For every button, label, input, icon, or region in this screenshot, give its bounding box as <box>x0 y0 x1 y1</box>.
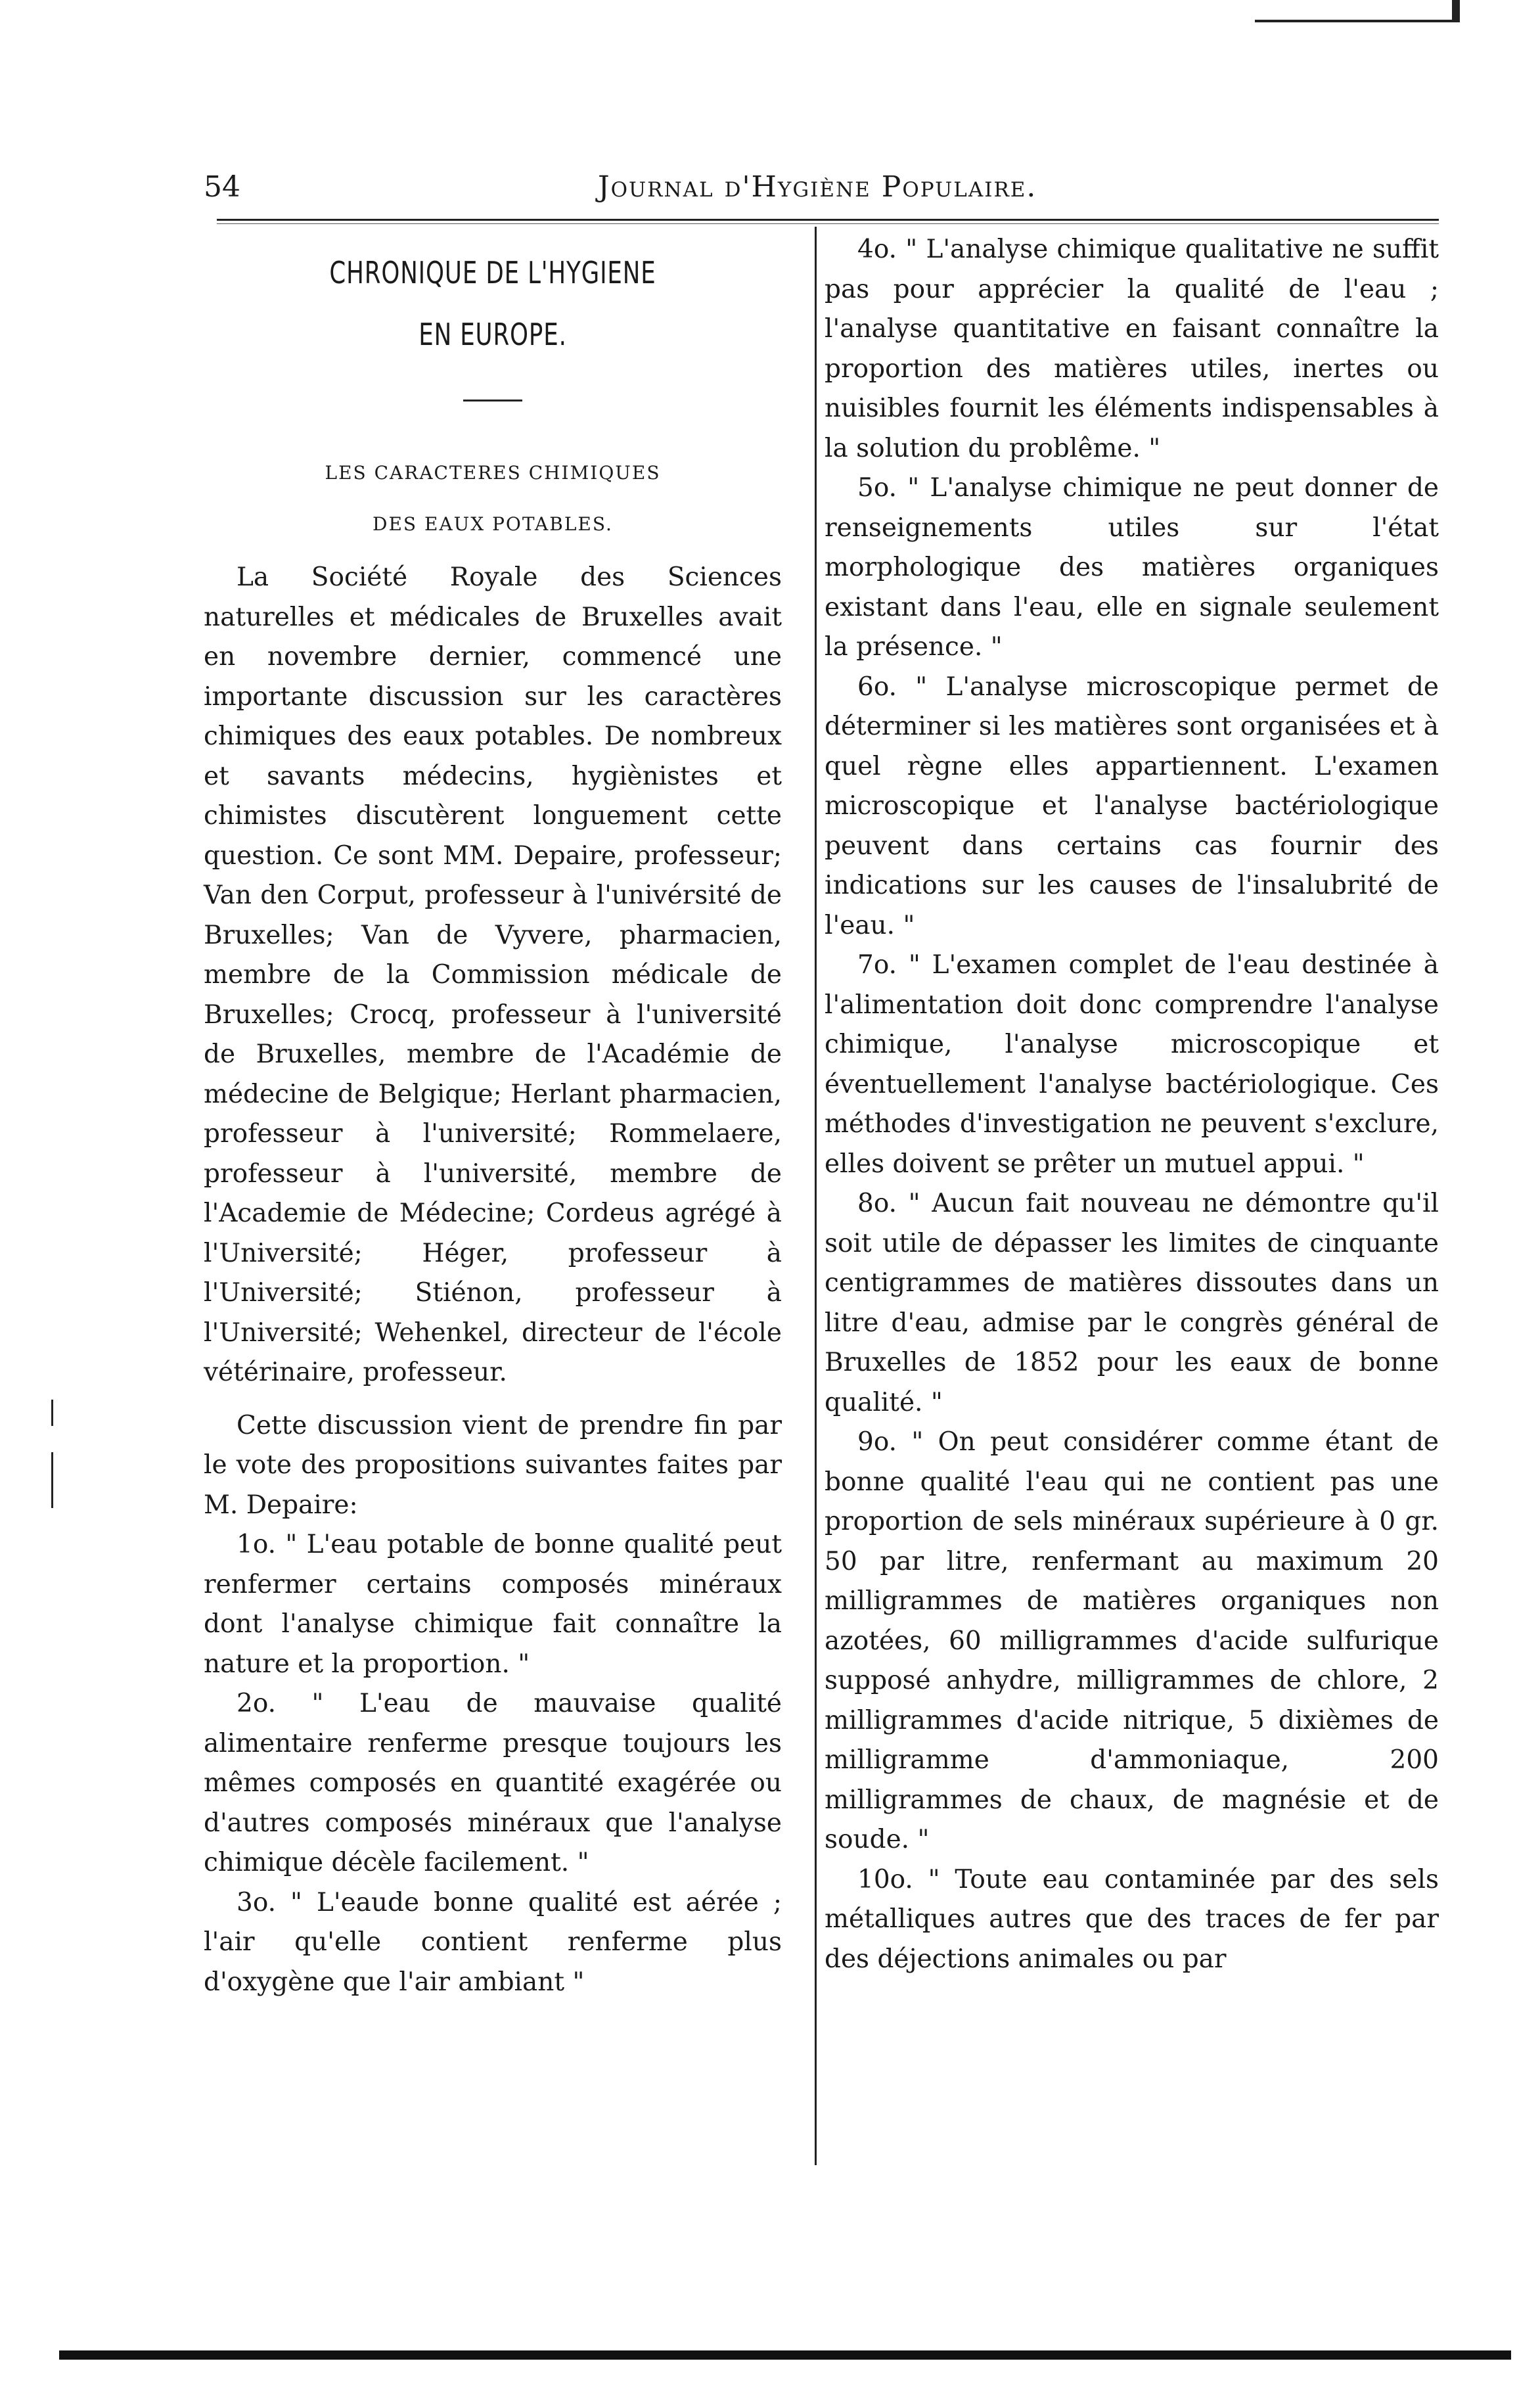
proposition: 3o. " L'eaude bonne qualité est aérée ; l'air qu'elle contient renferme plus d'oxygène que l'air ambiant " <box>204 1887 782 1997</box>
article-title: LES CARACTERES CHIMIQUES <box>325 462 661 484</box>
left-column <box>204 230 782 2002</box>
proposition: 9o. " On peut considérer comme étant de bonne qualité l'eau qui ne contient pas une proportion de sels minéraux supérieure à 0 gr. 50 par litre, renfermant au maximum 20 milligrammes de matières organiques non azotées, 60 milligrammes d'acide sulfurique supposé anhydre, milligrammes de chlore, 2 milligrammes d'acide nitrique, 5 dixièmes de milligramme d'ammoniaque, 200 milligrammes de chaux, de magnésie et de soude. " <box>825 1427 1439 1854</box>
proposition: 2o. " L'eau de mauvaise qualité alimentaire renferme presque toujours les mêmes composés en quantité exagérée ou d'autres composés minéraux que l'analyse chimique décèle facilement. " <box>204 1689 782 1877</box>
spacer <box>204 1393 782 1406</box>
section-title <box>244 242 742 365</box>
proposition: 4o. " L'analyse chimique qualitative ne suffit pas pour apprécier la qualité de l'eau ; l'analyse quantitative en faisant connaître la proportion des matières utiles, inertes ou nuisibles fournit les éléments indispensables à la solution du problême. " <box>825 235 1439 463</box>
right-column <box>825 230 1439 1979</box>
running-header <box>204 164 1426 210</box>
paragraph: La Société Royale des Sciences naturelles et médicales de Bruxelles avait en novembre dernier, commencé une importante discussion sur les caractères chimiques des eaux potables. De nombreux et savants médecins, hygiènistes et chimistes discutèrent longuement cette question. Ce sont MM. Depaire, professeur; Van den Corput, professeur à l'univérsité de Bruxelles; Van de Vyvere, pharmacien, membre de la Commission médicale de Bruxelles; Crocq, professeur à l'université de Bruxelles, membre de l'Académie de médecine de Belgique; Herlant pharmacien, professeur à l'université; Rommelaere, professeur à l'université, membre de l'Academie de Médecine; Cordeus agrégé à l'Université; Héger, professeur à l'Université; Stiénon, professeur à l'Université; Wehenkel, directeur de l'école vétérinaire, professeur. <box>204 562 782 1387</box>
paragraph: Cette discussion vient de prendre fin par le vote des propositions suivantes faites par M. Depaire: <box>204 1410 782 1520</box>
proposition: 5o. " L'analyse chimique ne peut donner de renseignements utiles sur l'état morphologique des matières organiques existant dans l'eau, elle en signale seulement la présence. " <box>825 473 1439 662</box>
scan-bottom-edge <box>59 2350 1511 2360</box>
proposition: 7o. " L'examen complet de l'eau destinée à l'alimentation doit donc comprendre l'analyse chimique, l'analyse microscopique et éventuellement l'analyse bactériologique. Ces méthodes d'investigation ne peuvent s'exclure, elles doivent se prêter un mutuel appui. " <box>825 950 1439 1179</box>
running-title: Journal d'Hygiène Populaire. <box>598 170 1037 204</box>
proposition: 1o. " L'eau potable de bonne qualité peut renfermer certains composés minéraux dont l'analyse chimique fait connaître la nature et la proportion. " <box>204 1530 782 1679</box>
page-number: 54 <box>204 170 240 204</box>
margin-mark <box>51 1452 53 1508</box>
header-rule <box>217 219 1439 224</box>
section-title-line: EN EUROPE. <box>419 317 567 352</box>
column-divider <box>815 227 817 2165</box>
margin-mark <box>51 1400 53 1426</box>
proposition: 8o. " Aucun fait nouveau ne démontre qu'il soit utile de dépasser les limites de cinquante centigrammes de matières dissoutes dans un litre d'eau, admise par le congrès général de Bruxelles de 1852 pour les eaux de bonne qualité. " <box>825 1189 1439 1417</box>
article-title: DES EAUX POTABLES. <box>373 513 613 535</box>
section-rule <box>463 400 522 401</box>
proposition: 10o. " Toute eau contaminée par des sels métalliques autres que des traces de fer par des déjections animales ou par <box>825 1864 1439 1974</box>
section-title-line: CHRONIQUE DE L'HYGIENE <box>329 255 656 290</box>
scan-corner-mark <box>1255 0 1460 22</box>
proposition: 6o. " L'analyse microscopique permet de déterminer si les matières sont organisées et à quel règne elles appartiennent. L'examen microscopique et l'analyse bactériologique peuvent dans certains cas fournir des indications sur les causes de l'insalubrité de l'eau. " <box>825 672 1439 940</box>
